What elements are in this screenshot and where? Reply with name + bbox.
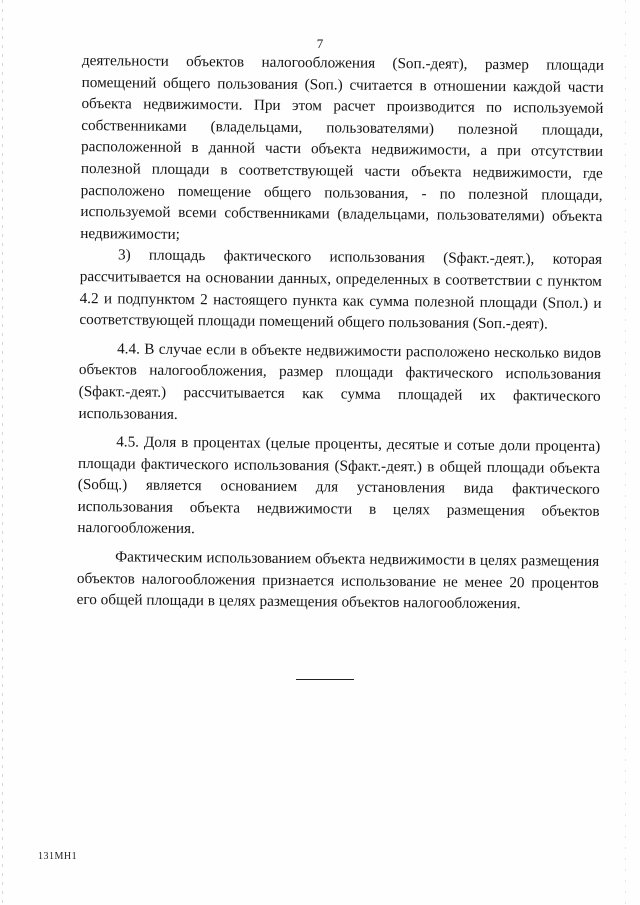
paragraph-4-5: 4.5. Доля в процентах (целые проценты, десятые и сотые доли процента) площади фактического использования (Sфакт.-деят.) в общей площади объекта (Sобщ.) является основанием для установления вида фактического использования объекта недвижимости в целях размещения объектов налогообложения. [77, 433, 601, 538]
page-number: 7 [316, 36, 324, 51]
paragraph-continuation: деятельности объектов налогообложения (Sоп.-деят), размер площади помещений общего пользования (Sоп.) считается в отношении каждой части объекта недвижимости. При этом расчет производится по используемой собственниками (владельцами, пользователями) полезной площади, расположенной в данной части объекта недвижимости, а при отсутствии полезной площади в соответствующей части объекта недвижимости, где расположено помещение общего пользования, - по полезной площади, используемой всеми собственниками (владельцами, пользователями) объекта недвижимости; [80, 51, 604, 243]
document-body [77, 50, 604, 616]
paragraph-4-4: 4.4. В случае если в объекте недвижимости расположено несколько видов объектов налогообложения, размер площади фактического использования (Sфакт.-деят.) рассчитывается как сумма площадей их фактического использования. [78, 340, 602, 423]
paragraph-actual-use: Фактическим использованием объекта недвижимости в целях размещения объектов налогообложения признается использование не менее 20 процентов его общей площади в целях размещения объектов налогообложения. [76, 548, 600, 613]
scan-edge-right [625, 0, 626, 905]
end-separator-line [296, 679, 354, 680]
scan-edge-left [2, 0, 3, 905]
document-code: 131МН1 [38, 851, 78, 862]
paragraph-item-3: 3) площадь фактического использования (Sфакт.-деят.), которая рассчитывается на основании данных, определенных в соответствии с пунктом 4.2 и подпунктом 2 настоящего пункта как сумма полезной площади (Sпол.) и соответствующей площади помещений общего пользования (Sоп.-деят). [79, 246, 603, 333]
